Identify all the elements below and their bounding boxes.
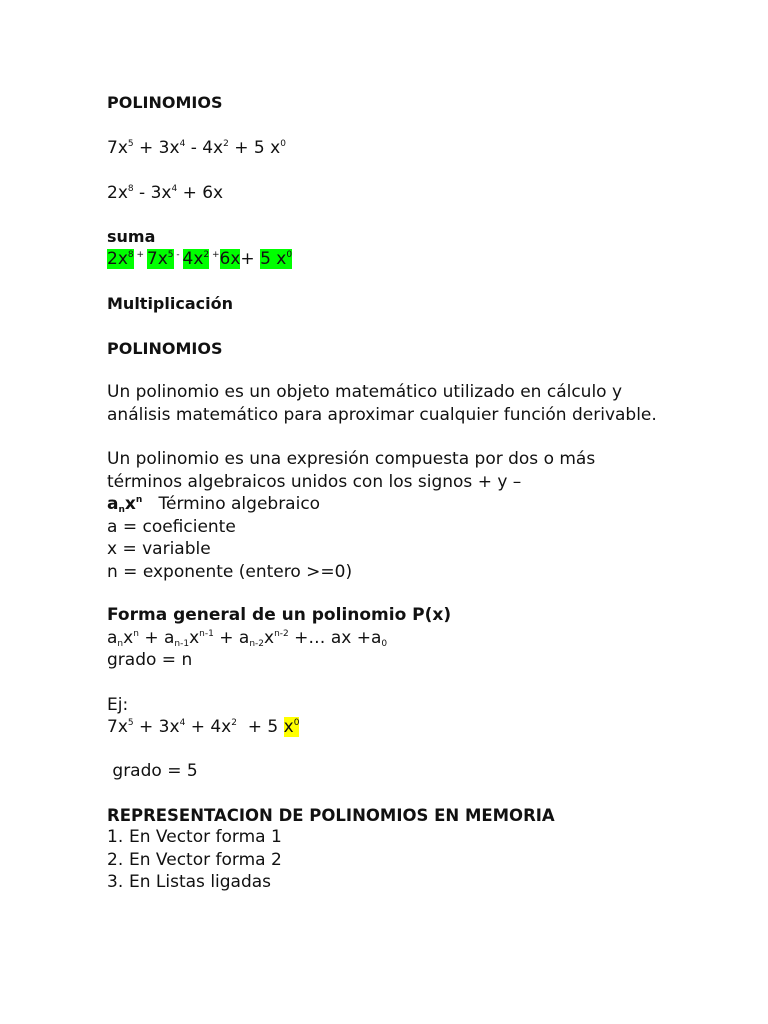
list-item: 3. En Listas ligadas [107, 872, 272, 892]
title-polinomios: POLINOMIOS [107, 93, 223, 112]
grado-n: grado = n [107, 650, 193, 670]
paragraph-definition-1: Un polinomio es un objeto matemático utilizado en cálculo y análisis matemático para aproximar cualquier función derivable. [107, 382, 657, 425]
example-grado: grado = 5 [107, 761, 198, 781]
polynomial-2: $2x^8 - 3x^4 + 6x$ [107, 183, 224, 203]
list-item: 2. En Vector forma 2 [107, 849, 282, 870]
list-item: 1. En Vector forma 1 [107, 827, 282, 847]
suma-result: $2x^8$ + $7x^5$ - $4x^2$ +6x+ 5 $x^0$ [107, 249, 293, 269]
memoria-heading: REPRESENTACION DE POLINOMIOS EN MEMORIA [107, 806, 555, 825]
example-label: Ej: [107, 695, 129, 715]
paragraph-definition-2: Un polinomio es una expresión compuesta por dos o más términos algebraicos unidos con los signos + y – $a_nx^n$ Término algebraico a = coeficiente x = variable n = exponente (entero >=0) [107, 449, 596, 582]
example-polynomial: $7x^5 + 3x^4 + 4x^2 + 5$ $x^0$ [107, 717, 300, 737]
multiplicacion-heading: Multiplicación [107, 294, 233, 313]
general-form-expression: $a_nx^n + a_{n-1}x^{n-1} + a_{n-2}x^{n-2}$ +… ax $+a_0$ [107, 628, 388, 649]
title-polinomios-2: POLINOMIOS [107, 339, 223, 358]
memoria-list [107, 826, 282, 894]
general-form-heading: Forma general de un polinomio P(x) [107, 605, 452, 625]
suma-heading: suma [107, 227, 156, 246]
polynomial-1: $7x^5 + 3x^4 - 4x^2 + 5$ $x^0$ [107, 138, 286, 158]
